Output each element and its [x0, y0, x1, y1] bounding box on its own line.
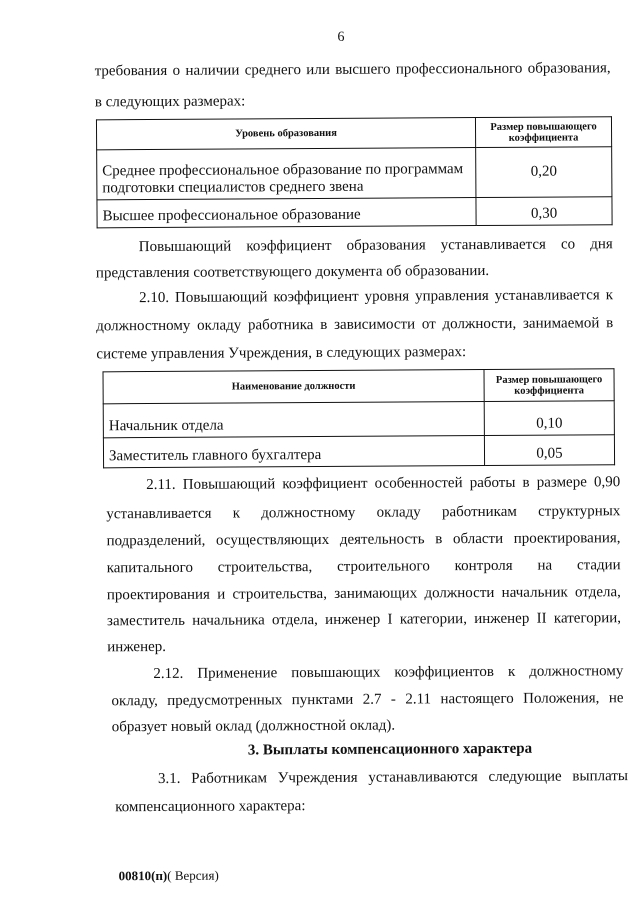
paragraph-line: капитального строительства, строительного контроля на стадии [106, 557, 621, 577]
paragraph-line: 3.1. Работникам Учреждения устанавливаются следующие выплаты [157, 768, 629, 787]
table-cell: Среднее профессиональное образование по программам подготовки специалистов среднего звена [97, 148, 476, 200]
paragraph-line: 2.12. Применение повышающих коэффициентов к должностному [153, 663, 624, 683]
paragraph-line: устанавливается к должностному окладу работникам структурных [106, 503, 621, 523]
table-row [103, 435, 614, 468]
footer-version: ( Версия) [167, 867, 219, 883]
paragraph-line: окладу, предусмотренных пунктами 2.7 - 2.11 настоящего Положения, не [111, 690, 624, 710]
table-cell: Начальник отдела [103, 401, 484, 437]
paragraph-line: образует новый оклад (должностной оклад). [111, 717, 396, 736]
page-number: 6 [337, 29, 345, 45]
position-table [103, 368, 616, 468]
table-header: Размер повышающего коэффициента [484, 369, 614, 402]
table-header: Уровень образования [96, 118, 475, 150]
table-cell: 0,10 [484, 401, 614, 436]
paragraph-line: представления соответствующего документа об образовании. [95, 262, 490, 282]
table-row [103, 401, 614, 438]
paragraph-line: инженер. [107, 638, 167, 656]
paragraph-line: 2.11. Повышающий коэффициент особенностей работы в размере 0,90 [146, 474, 621, 494]
paragraph-line: проектирования и строительства, занимающих должности начальник отдела, [106, 584, 621, 604]
section-heading: 3. Выплаты компенсационного характера [247, 740, 533, 759]
table-cell: Заместитель главного бухгалтера [103, 435, 484, 467]
paragraph-line: заместитель начальника отдела, инженер I категории, инженер II категории, [106, 610, 622, 630]
paragraph-line: системе управления Учреждения, в следующих размерах: [96, 344, 467, 363]
table-row [97, 197, 612, 228]
table-header: Наименование должности [103, 369, 484, 403]
table-cell: 0,30 [476, 197, 612, 226]
table-header: Размер повышающего коэффициента [475, 117, 611, 148]
paragraph-line: должностному окладу работника в зависимости от должности, занимаемой в [96, 315, 614, 335]
paragraph-line: в следующих размерах: [94, 93, 246, 111]
table-row [97, 147, 612, 200]
table-cell: 0,05 [484, 435, 614, 466]
paragraph-line: компенсационного характера: [115, 798, 306, 816]
paragraph-line: Повышающий коэффициент образования устанавливается со дня [138, 236, 613, 256]
paragraph-line: требования о наличии среднего или высшего профессионального образования, [94, 60, 611, 80]
education-table [96, 116, 613, 228]
table-cell: 0,20 [476, 147, 612, 198]
footer-code: 00810(п) [118, 867, 168, 884]
paragraph-line: подразделений, осуществляющих деятельность в области проектирования, [106, 530, 621, 550]
paragraph-line: 2.10. Повышающий коэффициент уровня управления устанавливается к [139, 287, 614, 307]
table-cell: Высшее профессиональное образование [97, 198, 476, 228]
document-footer [119, 868, 219, 885]
